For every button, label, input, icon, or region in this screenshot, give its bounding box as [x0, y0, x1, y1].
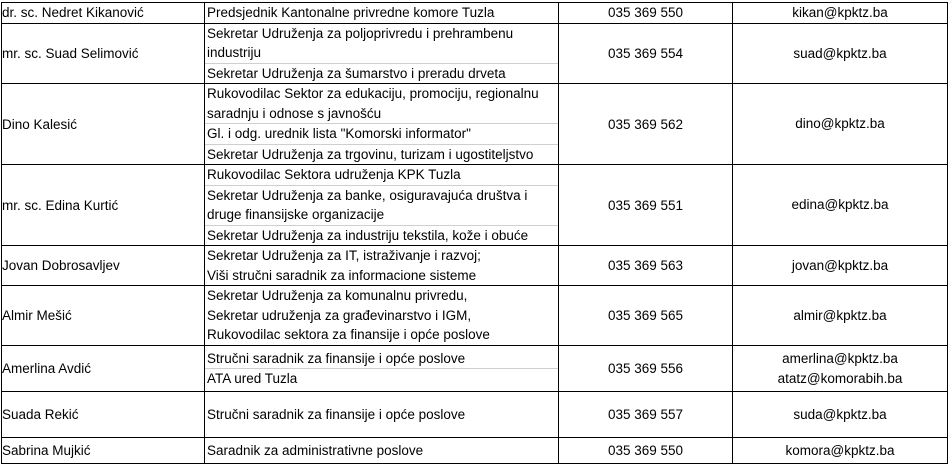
staff-contact-table: [1, 2, 948, 464]
email-cell: [733, 23, 948, 84]
role-text: Sekretar Udruženja za industriju tekstila, kože i obuće: [207, 227, 529, 243]
phone-cell: 035 369 556: [559, 346, 733, 392]
phone-cell: 035 369 565: [559, 286, 733, 346]
email-link[interactable]: suda@kpktz.ba: [793, 406, 887, 422]
role-text: Stručni saradnik za finansije i opće poslove: [207, 406, 466, 422]
table-row: [2, 346, 948, 392]
email-cell: [733, 165, 948, 246]
role-text: Saradnik za administrativne poslove: [207, 442, 424, 458]
role-cell: [205, 438, 559, 464]
phone-cell: 035 369 563: [559, 246, 733, 286]
role-text: Sekretar Udruženja za šumarstvo i preradu drveta: [207, 65, 506, 81]
role-text: Viši stručni saradnik za informacione sisteme: [207, 267, 477, 283]
table-row: [2, 165, 948, 246]
email-cell: [733, 438, 948, 464]
email-link[interactable]: edina@kpktz.ba: [791, 197, 889, 213]
email-link[interactable]: kikan@kpktz.ba: [792, 5, 888, 20]
role-text: Sekretar Udruženja za banke, osiguravajuća društva i: [207, 187, 528, 203]
role-entry: [205, 3, 558, 23]
table-row: [2, 392, 948, 438]
role-text: Sekretar Udruženja za poljoprivredu i prehrambenu: [207, 25, 514, 41]
role-text: Sekretar Udruženja za IT, istraživanje i razvoj;: [207, 248, 481, 263]
role-text: Sekretar Udruženja za trgovinu, turizam i ugostiteljstvo: [207, 146, 534, 162]
role-text: Stručni saradnik za finansije i opće poslove: [207, 350, 466, 366]
role-entry: [205, 185, 558, 225]
role-entry: [205, 405, 558, 425]
role-cell: [205, 286, 559, 346]
role-text: Rukovodilac Sektor za edukaciju, promociju, regionalnu: [207, 86, 539, 101]
role-text: Gl. i odg. urednik lista "Komorski informator": [207, 126, 471, 141]
name-cell: Amerlina Avdić: [2, 346, 205, 392]
role-text: saradnju i odnose s javnošću: [207, 105, 382, 121]
name-cell: Suada Rekić: [2, 392, 205, 438]
name-cell: Jovan Dobrosavljev: [2, 246, 205, 286]
email-link[interactable]: dino@kpktz.ba: [795, 116, 885, 132]
role-entry: [205, 63, 558, 84]
role-text: druge finansijske organizacije: [207, 207, 385, 222]
email-cell: [733, 246, 948, 286]
table-row: [2, 438, 948, 464]
email-link[interactable]: amerlina@kpktz.ba: [782, 351, 898, 366]
email-link[interactable]: jovan@kpktz.ba: [791, 257, 889, 273]
name-cell: Sabrina Mujkić: [2, 438, 205, 464]
role-entry: [205, 368, 558, 389]
role-entry: [205, 246, 558, 285]
table-row: [2, 3, 948, 24]
role-cell: [205, 3, 559, 24]
role-entry: [205, 441, 558, 461]
phone-cell: 035 369 550: [559, 438, 733, 464]
role-cell: [205, 165, 559, 246]
phone-cell: 035 369 551: [559, 165, 733, 246]
phone-cell: 035 369 557: [559, 392, 733, 438]
name-cell: mr. sc. Edina Kurtić: [2, 165, 205, 246]
role-text: Sekretar udruženja za građevinarstvo i IGM,: [207, 307, 472, 323]
phone-cell: 035 369 554: [559, 23, 733, 84]
email-cell: [733, 346, 948, 392]
role-entry: [205, 225, 558, 246]
name-cell: dr. sc. Nedret Kikanović: [2, 3, 205, 24]
role-text: Sekretar Udruženja za komunalnu privredu,: [207, 288, 468, 304]
email-cell: [733, 286, 948, 346]
table-row: [2, 246, 948, 286]
role-cell: [205, 23, 559, 84]
table-row: [2, 286, 948, 346]
table-body: [2, 3, 948, 464]
name-cell: Almir Mešić: [2, 286, 205, 346]
role-entry: [205, 144, 558, 165]
role-cell: [205, 392, 559, 438]
role-entry: [205, 165, 558, 185]
role-entry: [205, 123, 558, 144]
name-cell: mr. sc. Suad Selimović: [2, 23, 205, 84]
role-entry: [205, 24, 558, 63]
role-cell: [205, 84, 559, 165]
email-link[interactable]: atatz@komorabih.ba: [777, 370, 903, 386]
role-text: Predsjednik Kantonalne privredne komore Tuzla: [207, 5, 495, 20]
name-cell: Dino Kalesić: [2, 84, 205, 165]
email-cell: [733, 392, 948, 438]
email-cell: [733, 84, 948, 165]
role-cell: [205, 346, 559, 392]
email-cell: [733, 3, 948, 24]
role-text: Rukovodilac Sektora udruženja KPK Tuzla: [207, 167, 461, 182]
role-cell: [205, 246, 559, 286]
role-entry: [205, 84, 558, 123]
role-text: industriju: [207, 45, 262, 60]
email-link[interactable]: suad@kpktz.ba: [793, 45, 887, 61]
role-entry: [205, 349, 558, 369]
phone-cell: 035 369 562: [559, 84, 733, 165]
role-text: Rukovodilac sektora za finansije i opće poslove: [207, 327, 490, 343]
role-entry: [205, 286, 558, 345]
email-link[interactable]: komora@kpktz.ba: [785, 442, 895, 458]
table-row: [2, 23, 948, 84]
phone-cell: 035 369 550: [559, 3, 733, 24]
role-text: ATA ured Tuzla: [207, 371, 298, 386]
email-link[interactable]: almir@kpktz.ba: [793, 307, 887, 323]
table-row: [2, 84, 948, 165]
